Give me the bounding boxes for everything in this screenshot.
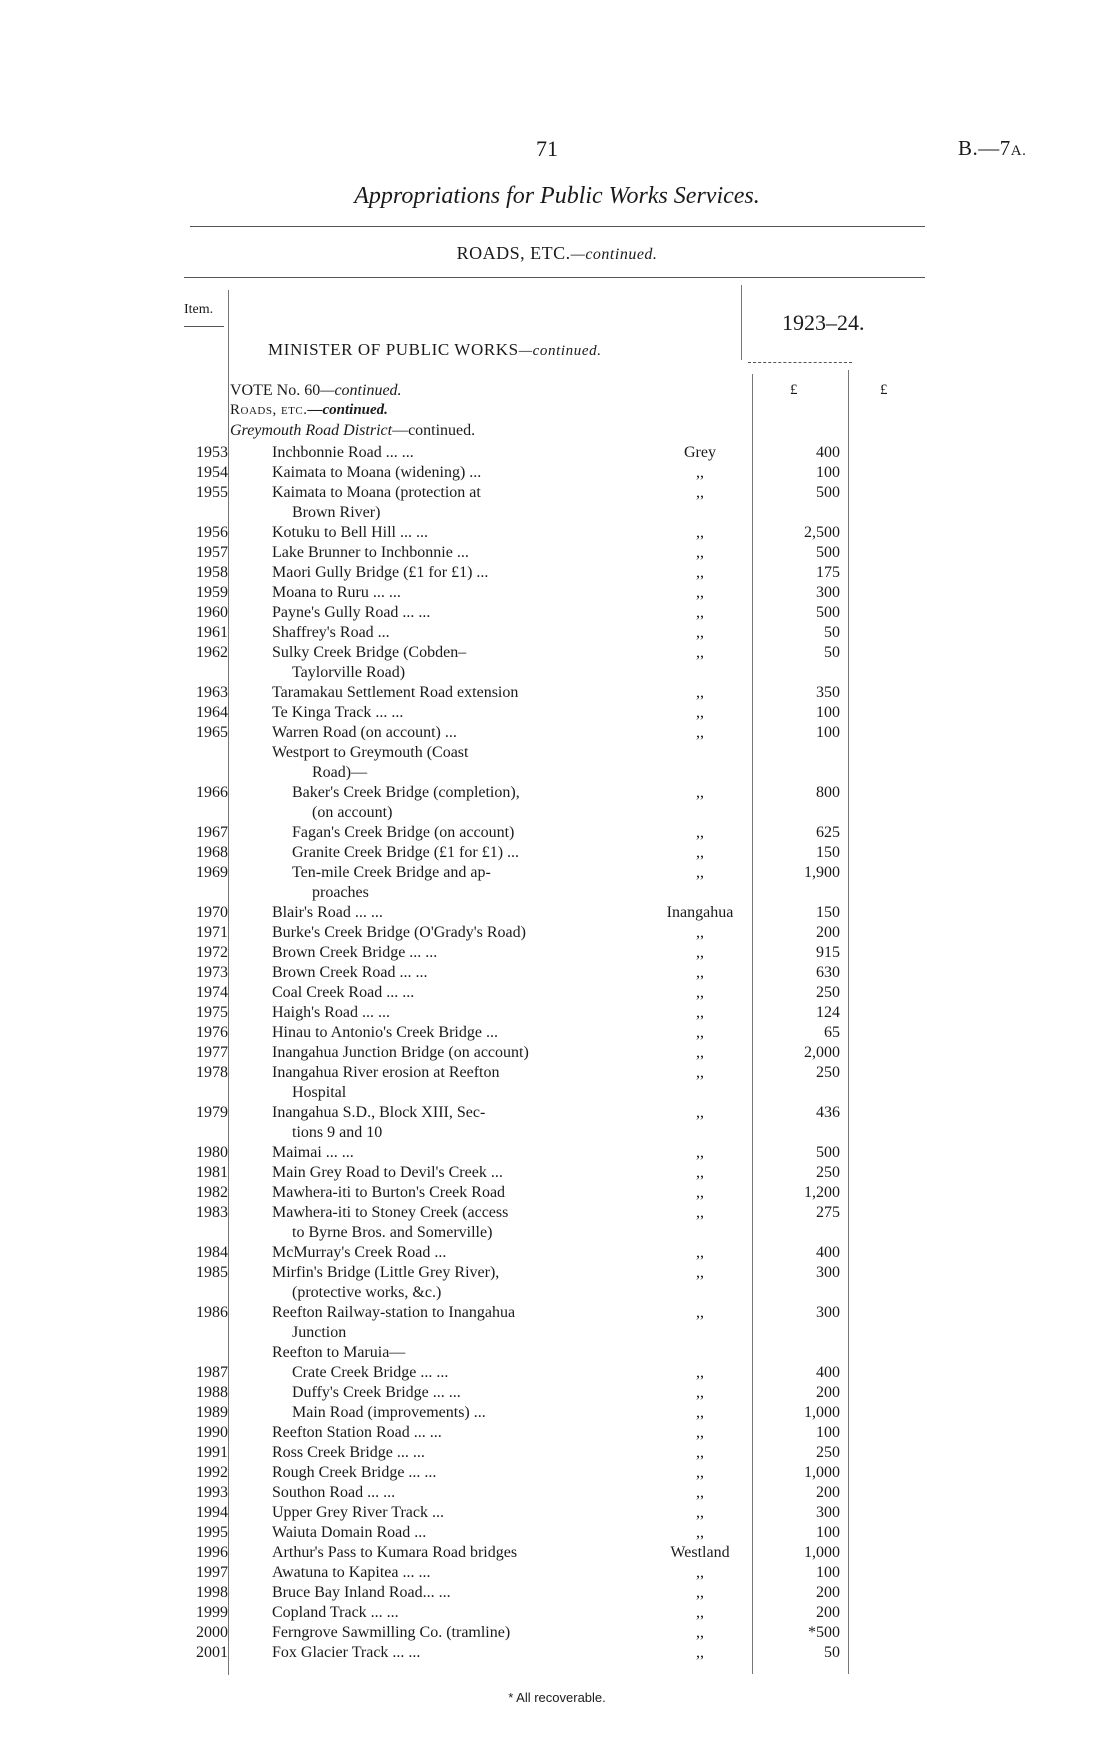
table-row	[0, 723, 1114, 743]
item-district: ,,	[696, 1584, 704, 1601]
item-number: 1991	[196, 1444, 228, 1461]
item-amount: 2,000	[804, 1044, 840, 1061]
item-description: Kaimata to Moana (protection at	[272, 484, 481, 501]
table-row	[0, 1483, 1114, 1503]
year-column-header: 1923–24.	[782, 310, 865, 335]
item-amount: 350	[816, 684, 840, 701]
item-number: 1992	[196, 1464, 228, 1481]
item-amount: 500	[816, 1144, 840, 1161]
item-amount: 200	[816, 1484, 840, 1501]
table-row	[0, 1183, 1114, 1203]
item-description: McMurray's Creek Road ...	[272, 1244, 447, 1261]
item-description: Taylorville Road)	[292, 664, 406, 681]
item-amount: 150	[816, 904, 840, 921]
item-district: ,,	[696, 784, 704, 801]
item-district: Inangahua	[666, 904, 734, 921]
minister-cont: —continued.	[518, 343, 602, 359]
item-district: ,,	[696, 964, 704, 981]
pound-unit-left: £	[790, 382, 798, 398]
item-district: ,,	[696, 1424, 704, 1441]
item-amount: 300	[816, 584, 840, 601]
table-row	[0, 1083, 1114, 1103]
item-amount: 150	[816, 844, 840, 861]
item-description: Lake Brunner to Inchbonnie ...	[272, 544, 469, 561]
item-amount: 1,000	[804, 1404, 840, 1421]
item-number: 1968	[196, 844, 228, 861]
item-description: Southon Road ... ...	[272, 1484, 396, 1501]
table-row	[0, 1363, 1114, 1383]
item-district: ,,	[696, 1144, 704, 1161]
item-number: 1990	[196, 1424, 228, 1441]
item-description: Hospital	[292, 1084, 347, 1101]
item-amount: 1,000	[804, 1464, 840, 1481]
item-number: 1997	[196, 1564, 228, 1581]
item-description: Rough Creek Bridge ... ...	[272, 1464, 437, 1481]
table-row	[0, 1443, 1114, 1463]
item-district: ,,	[696, 1464, 704, 1481]
item-amount: 250	[816, 1444, 840, 1461]
minister-label: MINISTER OF PUBLIC WORKS	[268, 340, 519, 359]
item-number: 1974	[196, 984, 228, 1001]
section-title-cont: —continued.	[570, 246, 658, 263]
item-amount: 250	[816, 984, 840, 1001]
item-description: Maimai ... ...	[272, 1144, 354, 1161]
item-number: 1960	[196, 604, 228, 621]
item-amount: 500	[816, 604, 840, 621]
item-description: Inangahua S.D., Block XIII, Sec-	[272, 1104, 486, 1121]
item-district: ,,	[696, 704, 704, 721]
item-amount: 250	[816, 1164, 840, 1181]
item-description: Reefton Station Road ... ...	[272, 1424, 442, 1441]
item-description: Inangahua River erosion at Reefton	[272, 1064, 500, 1081]
table-row	[0, 783, 1114, 803]
area-column-rule-top	[741, 285, 742, 360]
item-description: Duffy's Creek Bridge ... ...	[292, 1384, 461, 1401]
item-district: ,,	[696, 844, 704, 861]
table-row	[0, 1543, 1114, 1563]
item-amount: 65	[824, 1024, 840, 1041]
item-number: 1971	[196, 924, 228, 941]
table-row	[0, 1503, 1114, 1523]
table-row	[0, 763, 1114, 783]
table-row	[0, 1423, 1114, 1443]
item-amount: 300	[816, 1304, 840, 1321]
item-district: ,,	[696, 864, 704, 881]
section-title	[0, 243, 1114, 264]
item-number: 1953	[196, 444, 228, 461]
item-number: 1955	[196, 484, 228, 501]
item-number: 1989	[196, 1404, 228, 1421]
item-description: Westport to Greymouth (Coast	[272, 744, 469, 761]
item-description: Granite Creek Bridge (£1 for £1) ...	[292, 844, 520, 861]
table-row	[0, 1623, 1114, 1643]
table-row	[0, 863, 1114, 883]
item-description: Haigh's Road ... ...	[272, 1004, 390, 1021]
item-number: 1984	[196, 1244, 228, 1261]
item-amount: *500	[808, 1624, 840, 1641]
item-amount: 275	[816, 1204, 840, 1221]
item-district: ,,	[696, 1184, 704, 1201]
item-number: 2000	[196, 1624, 228, 1641]
table-row	[0, 1303, 1114, 1323]
item-number: 1976	[196, 1024, 228, 1041]
pound-unit-right: £	[880, 382, 888, 398]
table-row	[0, 663, 1114, 683]
item-district: ,,	[696, 1104, 704, 1121]
item-number: 1995	[196, 1524, 228, 1541]
item-number: 1954	[196, 464, 228, 481]
item-description: Coal Creek Road ... ...	[272, 984, 415, 1001]
item-district: ,,	[696, 524, 704, 541]
item-district: ,,	[696, 644, 704, 661]
vote-label: VOTE No. 60	[230, 382, 321, 399]
item-amount: 630	[816, 964, 840, 981]
table-row	[0, 803, 1114, 823]
item-district: ,,	[696, 584, 704, 601]
table-row	[0, 1063, 1114, 1083]
table-row	[0, 683, 1114, 703]
subhead-heading	[230, 402, 388, 419]
subhead-label: Roads, etc.	[230, 402, 308, 418]
item-description: Awatuna to Kapitea ... ...	[272, 1564, 431, 1581]
item-description: Ten-mile Creek Bridge and ap-	[292, 864, 491, 881]
item-amount: 175	[816, 564, 840, 581]
item-description: Payne's Gully Road ... ...	[272, 604, 431, 621]
item-amount: 915	[816, 944, 840, 961]
table-row	[0, 843, 1114, 863]
table-row	[0, 1603, 1114, 1623]
item-description: Moana to Ruru ... ...	[272, 584, 401, 601]
item-number: 1958	[196, 564, 228, 581]
item-amount: 300	[816, 1264, 840, 1281]
item-amount: 625	[816, 824, 840, 841]
table-row	[0, 1223, 1114, 1243]
item-description: to Byrne Bros. and Somerville)	[292, 1224, 493, 1241]
district-heading	[230, 422, 475, 440]
item-amount: 436	[816, 1104, 840, 1121]
item-amount: 200	[816, 1604, 840, 1621]
item-number: 1979	[196, 1104, 228, 1121]
table-row	[0, 523, 1114, 543]
item-description: Arthur's Pass to Kumara Road bridges	[272, 1544, 518, 1561]
table-row	[0, 1203, 1114, 1223]
item-amount: 100	[816, 724, 840, 741]
item-description: Fox Glacier Track ... ...	[272, 1644, 421, 1661]
item-district: ,,	[696, 1024, 704, 1041]
item-number: 1993	[196, 1484, 228, 1501]
table-row	[0, 883, 1114, 903]
item-number: 1956	[196, 524, 228, 541]
district-label: Greymouth Road District	[230, 422, 393, 439]
table-row	[0, 1583, 1114, 1603]
item-amount: 200	[816, 1384, 840, 1401]
item-description: Road)—	[312, 764, 368, 781]
item-number: 1982	[196, 1184, 228, 1201]
item-amount: 1,900	[804, 864, 840, 881]
item-column-header: Item.	[184, 302, 214, 317]
item-number: 1964	[196, 704, 228, 721]
item-district: ,,	[696, 624, 704, 641]
table-row	[0, 1383, 1114, 1403]
table-row	[0, 1103, 1114, 1123]
table-row	[0, 583, 1114, 603]
item-amount: 400	[816, 1364, 840, 1381]
item-district: ,,	[696, 1304, 704, 1321]
item-header-rule	[184, 326, 224, 327]
table-top-rule	[184, 277, 925, 278]
page-reference-main: B.—7	[958, 136, 1011, 160]
item-description: (protective works, &c.)	[292, 1284, 442, 1301]
item-description: Sulky Creek Bridge (Cobden–	[272, 644, 467, 661]
item-amount: 50	[824, 624, 840, 641]
item-number: 1959	[196, 584, 228, 601]
item-amount: 100	[816, 1524, 840, 1541]
minister-heading	[268, 340, 602, 360]
item-district: ,,	[696, 604, 704, 621]
item-number: 1977	[196, 1044, 228, 1061]
item-description: Inchbonnie Road ... ...	[272, 444, 414, 461]
item-description: Fagan's Creek Bridge (on account)	[292, 824, 515, 841]
item-description: Te Kinga Track ... ...	[272, 704, 404, 721]
item-description: Bruce Bay Inland Road... ...	[272, 1584, 451, 1601]
item-number: 1978	[196, 1064, 228, 1081]
item-district: ,,	[696, 984, 704, 1001]
item-number: 1969	[196, 864, 228, 881]
table-row	[0, 1323, 1114, 1343]
item-district: ,,	[696, 944, 704, 961]
item-district: ,,	[696, 544, 704, 561]
item-amount: 50	[824, 1644, 840, 1661]
table-row	[0, 563, 1114, 583]
item-amount: 800	[816, 784, 840, 801]
item-description: Shaffrey's Road ...	[272, 624, 390, 641]
table-row	[0, 1243, 1114, 1263]
item-amount: 400	[816, 1244, 840, 1261]
item-description: Mawhera-iti to Burton's Creek Road	[272, 1184, 506, 1201]
item-description: Ferngrove Sawmilling Co. (tramline)	[272, 1624, 511, 1641]
item-district: ,,	[696, 1504, 704, 1521]
item-district: ,,	[696, 824, 704, 841]
table-row	[0, 1343, 1114, 1363]
item-amount: 100	[816, 1424, 840, 1441]
item-description: Upper Grey River Track ...	[272, 1504, 444, 1521]
item-amount: 100	[816, 464, 840, 481]
item-district: ,,	[696, 1264, 704, 1281]
vote-cont: —continued.	[320, 382, 402, 399]
table-row	[0, 1163, 1114, 1183]
item-number: 1973	[196, 964, 228, 981]
item-district: ,,	[696, 1364, 704, 1381]
table-row	[0, 1043, 1114, 1063]
item-district: ,,	[696, 1064, 704, 1081]
table-row	[0, 943, 1114, 963]
table-row	[0, 463, 1114, 483]
table-row	[0, 643, 1114, 663]
item-district: ,,	[696, 464, 704, 481]
item-description: Junction	[292, 1324, 347, 1341]
item-district: ,,	[696, 924, 704, 941]
table-row	[0, 703, 1114, 723]
item-amount: 250	[816, 1064, 840, 1081]
item-district: ,,	[696, 684, 704, 701]
item-number: 1985	[196, 1264, 228, 1281]
page-title: Appropriations for Public Works Services.	[354, 183, 760, 209]
item-number: 1999	[196, 1604, 228, 1621]
item-description: Mawhera-iti to Stoney Creek (access	[272, 1204, 509, 1221]
item-number: 2001	[196, 1644, 228, 1661]
item-amount: 500	[816, 484, 840, 501]
item-district: ,,	[696, 1604, 704, 1621]
table-row	[0, 1123, 1114, 1143]
table-row	[0, 503, 1114, 523]
page-reference	[958, 136, 1026, 161]
item-amount: 300	[816, 1504, 840, 1521]
table-row	[0, 823, 1114, 843]
table-row	[0, 443, 1114, 463]
table-row	[0, 1563, 1114, 1583]
table-row	[0, 623, 1114, 643]
item-number: 1966	[196, 784, 228, 801]
item-description: Hinau to Antonio's Creek Bridge ...	[272, 1024, 498, 1041]
item-number: 1961	[196, 624, 228, 641]
item-number: 1996	[196, 1544, 228, 1561]
item-district: ,,	[696, 1164, 704, 1181]
item-description: Ross Creek Bridge ... ...	[272, 1444, 425, 1461]
item-number: 1981	[196, 1164, 228, 1181]
item-district: ,,	[696, 484, 704, 501]
footnote: * All recoverable.	[508, 1690, 606, 1705]
item-amount: 1,200	[804, 1184, 840, 1201]
table-row	[0, 1643, 1114, 1663]
item-description: Main Road (improvements) ...	[292, 1404, 486, 1421]
page-reference-suffix: A.	[1010, 143, 1027, 159]
item-amount: 100	[816, 1564, 840, 1581]
item-district: Grey	[684, 444, 716, 461]
table-row	[0, 743, 1114, 763]
item-number: 1998	[196, 1584, 228, 1601]
table-row	[0, 963, 1114, 983]
item-district: Westland	[670, 1544, 730, 1561]
item-description: Crate Creek Bridge ... ...	[292, 1364, 449, 1381]
item-description: Blair's Road ... ...	[272, 904, 383, 921]
item-amount: 200	[816, 1584, 840, 1601]
item-district: ,,	[696, 1564, 704, 1581]
item-number: 1980	[196, 1144, 228, 1161]
table-row	[0, 1143, 1114, 1163]
item-description: Maori Gully Bridge (£1 for £1) ...	[272, 564, 489, 581]
item-description: Warren Road (on account) ...	[272, 724, 457, 741]
item-number: 1962	[196, 644, 228, 661]
item-district: ,,	[696, 1044, 704, 1061]
title-rule	[190, 226, 925, 227]
item-description: Reefton to Maruia—	[272, 1344, 406, 1361]
vote-heading	[230, 382, 402, 400]
table-row	[0, 603, 1114, 623]
subhead-cont: —continued.	[307, 402, 388, 418]
item-description: Reefton Railway-station to Inangahua	[272, 1304, 516, 1321]
table-row	[0, 483, 1114, 503]
page-number: 71	[536, 136, 558, 161]
item-amount: 400	[816, 444, 840, 461]
item-district: ,,	[696, 1484, 704, 1501]
item-number: 1970	[196, 904, 228, 921]
item-district: ,,	[696, 1404, 704, 1421]
table-row	[0, 983, 1114, 1003]
item-number: 1987	[196, 1364, 228, 1381]
item-description: Inangahua Junction Bridge (on account)	[272, 1044, 529, 1061]
item-description: Brown Creek Bridge ... ...	[272, 944, 438, 961]
item-description: Baker's Creek Bridge (completion),	[292, 784, 520, 801]
item-description: proaches	[312, 884, 369, 901]
item-amount: 50	[824, 644, 840, 661]
item-description: Waiuta Domain Road ...	[272, 1524, 427, 1541]
item-number: 1957	[196, 544, 228, 561]
item-description: Brown Creek Road ... ...	[272, 964, 428, 981]
item-district: ,,	[696, 1384, 704, 1401]
item-number: 1963	[196, 684, 228, 701]
item-district: ,,	[696, 1444, 704, 1461]
item-amount: 200	[816, 924, 840, 941]
item-amount: 100	[816, 704, 840, 721]
item-number: 1975	[196, 1004, 228, 1021]
item-district: ,,	[696, 1204, 704, 1221]
year-header-rule	[748, 362, 852, 363]
table-row	[0, 1263, 1114, 1283]
table-row	[0, 903, 1114, 923]
table-row	[0, 1403, 1114, 1423]
item-district: ,,	[696, 1624, 704, 1641]
item-district: ,,	[696, 724, 704, 741]
item-description: Burke's Creek Bridge (O'Grady's Road)	[272, 924, 526, 941]
table-row	[0, 1283, 1114, 1303]
item-number: 1965	[196, 724, 228, 741]
item-district: ,,	[696, 564, 704, 581]
item-number: 1994	[196, 1504, 228, 1521]
item-amount: 500	[816, 544, 840, 561]
item-amount: 2,500	[804, 524, 840, 541]
item-district: ,,	[696, 1004, 704, 1021]
item-number: 1988	[196, 1384, 228, 1401]
table-row	[0, 1463, 1114, 1483]
section-title-text: ROADS, ETC.	[456, 243, 571, 263]
item-description: Kaimata to Moana (widening) ...	[272, 464, 482, 481]
item-amount: 1,000	[804, 1544, 840, 1561]
item-district: ,,	[696, 1524, 704, 1541]
table-row	[0, 543, 1114, 563]
district-cont: —continued.	[392, 422, 476, 439]
item-number: 1986	[196, 1304, 228, 1321]
item-district: ,,	[696, 1244, 704, 1261]
item-district: ,,	[696, 1644, 704, 1661]
item-description: Mirfin's Bridge (Little Grey River),	[272, 1264, 500, 1281]
item-description: (on account)	[312, 804, 393, 821]
item-number: 1967	[196, 824, 228, 841]
item-description: tions 9 and 10	[292, 1124, 383, 1141]
item-description: Main Grey Road to Devil's Creek ...	[272, 1164, 503, 1181]
table-row	[0, 923, 1114, 943]
item-description: Kotuku to Bell Hill ... ...	[272, 524, 428, 541]
table-row	[0, 1003, 1114, 1023]
table-row	[0, 1023, 1114, 1043]
item-description: Taramakau Settlement Road extension	[272, 684, 519, 701]
item-number: 1983	[196, 1204, 228, 1221]
item-description: Copland Track ... ...	[272, 1604, 399, 1621]
table-row	[0, 1523, 1114, 1543]
item-amount: 124	[816, 1004, 840, 1021]
item-description: Brown River)	[292, 504, 381, 521]
item-number: 1972	[196, 944, 228, 961]
